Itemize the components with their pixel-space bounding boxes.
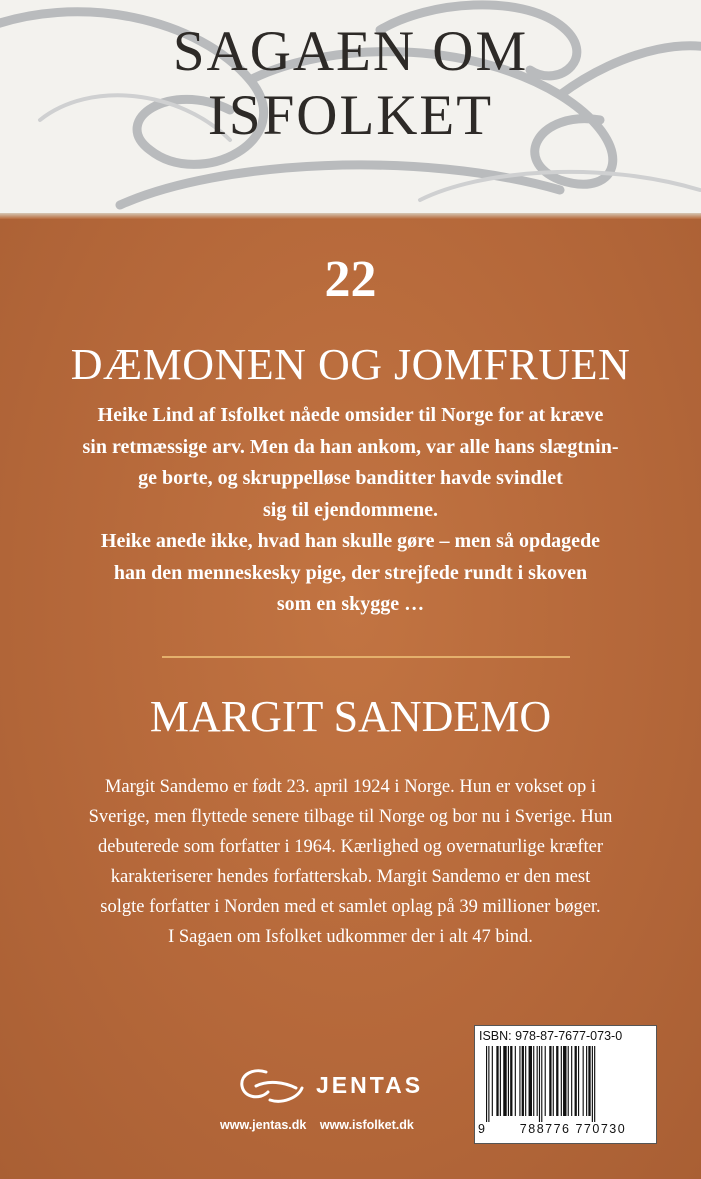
series-title-line1: SAGAEN OM	[172, 20, 529, 83]
barcode-bar	[486, 1046, 487, 1122]
header-band	[0, 0, 701, 215]
barcode-bar	[488, 1046, 489, 1122]
barcode-bar	[541, 1046, 542, 1122]
barcode-bar	[545, 1046, 546, 1116]
url-isfolket[interactable]: www.isfolket.dk	[319, 1118, 414, 1132]
barcode-bar	[549, 1046, 551, 1116]
bio-line: solgte forfatter i Norden med et samlet oplag på 39 millioner bøger.	[100, 897, 601, 917]
barcode-bar	[503, 1046, 506, 1116]
bio-line: debuterede som forfatter i 1964. Kærlighed og overnaturlige kræfter	[98, 837, 603, 857]
barcode-bar	[568, 1046, 569, 1116]
author-name: MARGIT SANDEMO	[149, 692, 552, 741]
blurb-line: som en skygge …	[276, 593, 425, 615]
blurb-line: Heike Lind af Isfolket nåede omsider til Norge for at kræve	[97, 404, 604, 426]
barcode-bar	[508, 1046, 509, 1116]
barcode-bar	[529, 1046, 532, 1116]
barcode-bar	[583, 1046, 584, 1116]
barcode-bar	[561, 1046, 562, 1116]
barcode-bar	[563, 1046, 566, 1116]
barcode-bar	[510, 1046, 512, 1116]
bio-line: Margit Sandemo er født 23. april 1924 i Norge. Hun er vokset op i	[104, 777, 597, 797]
barcode-bar	[515, 1046, 516, 1116]
barcode-bar	[588, 1046, 590, 1116]
jentas-swirl-icon	[236, 1066, 308, 1106]
ean-first-digit: 9	[478, 1122, 485, 1136]
blurb-line: ge borte, og skruppelløse banditter havde svindlet	[138, 467, 563, 489]
bio-line: karakteriserer hendes forfatterskab. Margit Sandemo er den mest	[110, 867, 591, 887]
barcode-bar	[533, 1046, 534, 1116]
volume-number: 22	[324, 251, 377, 308]
barcode-bars	[480, 1046, 650, 1122]
isbn-label: ISBN: 978-87-7677-073-0	[479, 1029, 623, 1043]
ean-digits: 788776 770730	[519, 1122, 627, 1136]
series-title	[0, 20, 701, 148]
barcode-bar	[539, 1046, 540, 1122]
blurb-line: han den menneskesky pige, der strejfede rundt i skoven	[113, 561, 588, 584]
blurb-line: sig til ejendommene.	[263, 498, 438, 521]
url-jentas[interactable]: www.jentas.dk	[220, 1118, 307, 1132]
barcode-bar	[500, 1046, 501, 1116]
barcode-bar	[594, 1046, 595, 1122]
barcode-bar	[525, 1046, 526, 1116]
barcode-bar	[522, 1046, 524, 1116]
barcode	[474, 1025, 657, 1144]
publisher-urls	[220, 1118, 470, 1132]
section-divider	[162, 656, 570, 658]
barcode-bar	[537, 1046, 538, 1116]
blurb-line: sin retmæssige arv. Men da han ankom, var alle hans slægtnin-	[82, 435, 619, 458]
barcode-bar	[553, 1046, 554, 1116]
blurb-paragraph-1	[40, 400, 661, 526]
barcode-bar	[556, 1046, 558, 1116]
barcode-bar	[578, 1046, 579, 1116]
blurb-line: Heike anede ikke, hvad han skulle gøre – men så opdagede	[100, 530, 601, 552]
book-title: DÆMONEN OG JOMFRUEN	[70, 340, 631, 389]
series-title-line2: ISFOLKET	[207, 84, 494, 147]
bio-line: Sverige, men flyttede senere tilbage til Norge og bor nu i Sverige. Hun	[88, 807, 613, 827]
bio-line: I Sagaen om Isfolket udkommer der i alt 47 bind.	[168, 927, 533, 947]
barcode-bar	[575, 1046, 577, 1116]
publisher-logo	[236, 1066, 456, 1106]
barcode-bar	[492, 1046, 493, 1116]
barcode-bar	[571, 1046, 572, 1116]
publisher-logo-text: JENTAS	[316, 1072, 424, 1098]
barcode-bar	[586, 1046, 587, 1116]
blurb-paragraph-2	[40, 526, 661, 621]
barcode-bar	[592, 1046, 593, 1122]
book-blurb	[40, 400, 661, 621]
barcode-bar	[496, 1046, 498, 1116]
barcode-bar	[519, 1046, 520, 1116]
author-bio	[68, 772, 633, 952]
